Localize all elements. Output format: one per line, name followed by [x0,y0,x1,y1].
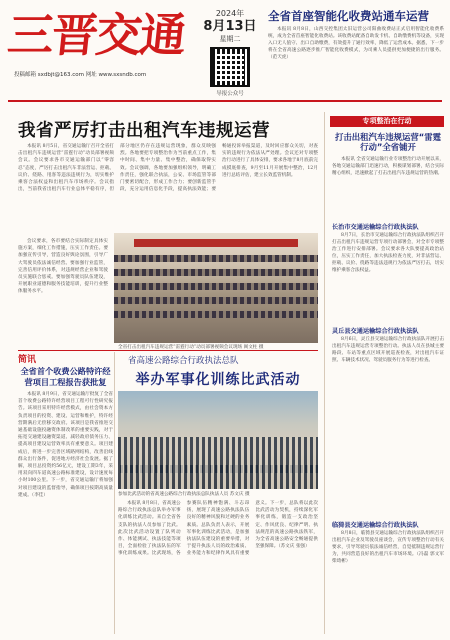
top-right-headline[interactable]: 全省首座智能化收费站通车运营 [268,9,429,23]
exercise-body: 本报讯 8月8日，省高速公路综合行政执法总队举办军事化训练比武活动。来自全省各支队的执法人员参加了比武。此次比武活动设置了队列动作、体能测试、执法技能等项目，全面检验了执法队伍的军事化训练成果。比武现场，各参赛队伍精神饱满、斗志昂扬，展现了高速公路执法队伍良好的精神风貌和过硬的业务素质。总队负责人表示，开展军事化训练比武活动，是加强执法队伍建设的重要举措，对于提升执法人员的政治素质、业务能力和纪律作风具有重要意义。下一步，总队将以此次比武活动为契机，持续深化军事化训练，锻造一支政治坚定、作风优良、纪律严明、执法规范的高速公路执法铁军，为全省高速公路安全畅通提供坚强保障。（苏文庆 张强） [118,501,318,557]
photo-row [118,437,318,489]
sidebar-headline[interactable]: 打击出租汽车违规运营“雷霆行动”全省铺开 [334,132,441,152]
meeting-banner [134,239,298,247]
masthead-divider [8,100,442,102]
exercise-headline[interactable]: 举办军事化训练比武活动 [135,372,301,388]
date-year: 2024年 [215,9,245,18]
date-month-day: 8月13日 [203,19,257,34]
sidebar-section-header: 专项整治在行动 [330,116,444,127]
sidebar-body-lingqiu: 8月6日，灵丘县交通运输综合行政执法队开展打击出租汽车违规运营专项整治行动。执法人员在县城主要路段、车站等重点区域开展巡查检查，对出租汽车证照、车辆技术状况、驾驶员服务行为等进行检查。 [332,337,444,364]
column-divider [324,112,325,634]
qr-label: 导报公众号 [216,91,244,97]
contact-info: 投稿邮箱 sxdbjt@163.com 网址 www.sxsndb.com [14,72,147,78]
photo-row [114,255,318,262]
sidebar-intro: 本报讯 全省交通运输行业专项整治行动开展以来，各地交通运输部门迅速行动，积极谋划部署，结合实际精心组织，迅速掀起了打击出租汽车违规运营的热潮。 [332,157,444,177]
masthead [5,6,198,78]
sidebar-body-linyi: 8月8日，临猗县交通运输综合行政执法队组织召开出租汽车企业及驾驶员座谈会，宣传专项整治行动有关要求，引导驾驶员依法诚信经营，自觉抵制违规运营行为，共同营造良好的出租汽车市场环境。（冯磊 郭文军 柴琦彬） [332,531,444,565]
exercise-subheadline: 省高速公路综合行政执法总队 [128,356,239,366]
qr-code-icon[interactable] [210,47,250,87]
sidebar-subhead-linyi: 临猗县交通运输综合行政执法队 [332,522,419,529]
brief-tag: 简讯 [18,355,37,365]
photo-row [114,297,318,304]
lead-body-continued: 会议要求，各市要结合实际制定具体实施方案，细化工作措施，压实工作责任。要加强宣传引导，营造良好舆论氛围，引导广大驾驶员依法诚信经营。要加强行业监管，完善信用评价体系，对违规经营企业和驾驶员实施联合惩戒。要加强驾驶员队伍建设，开展职业道德和服务技能培训，提升行业整体服务水平。 [18,239,108,295]
meeting-photo-caption: 全省打击出租汽车违规运营“雷霆行动”动员部署视频会议现场 阎文柱 摄 [118,345,264,350]
troops-photo-caption: 参加比武活动的省高速公路综合行政执法总队执法人员 苏文庆 摄 [118,492,250,497]
lead-body: 本报讯 8月5日，省交通运输厅召开全省打击出租汽车违规运营“雷霆行动”动员部署视频会议。会议要求各市交通运输部门以“零容忍”态度，严厉打击出租汽车非法营运、拒载、议价、绕路、甩客等违法违规行为，切实维护乘客合法权益和出租汽车市场秩序。会议指出，当前我省出租汽车行业总体平稳有序，但部分地区仍存在违规运营现象，群众反映强烈。各地要把专项整治作为当前重点工作，集中时间、集中力量、集中整治，确保取得实效。会议强调，各地要加强组织领导，明确工作责任，强化联合执法，公安、市场监管等部门要密切配合，形成工作合力；要创新监管手段，充分运用信息化手段，提高执法效能；要畅通投诉举报渠道，及时回应群众关切，对查实的违规行为依法从严处理。会议还对专项整治行动进行了具体安排，要求各地于8月底前完成摸底排查，9月至11月开展集中整治，12月进行总结评估，建立长效监管机制。 [18,144,318,193]
sidebar-body-changzhi: 8月7日，长治市交通运输综合行政执法队组织召开打击出租汽车违规运营专项行动部署会，对全市专项整治工作进行安排部署。会议要求各大队要提高政治站位，压实工作责任，加大执法检查力度，对非法营运、拒载、议价、绕路等违法违规行为依法严厉打击，切实维护乘客合法权益。 [332,233,444,274]
section-divider [18,350,318,351]
sidebar-subhead-lingqiu: 灵丘县交通运输综合行政执法队 [332,328,419,335]
meeting-photo[interactable] [114,233,318,343]
column-divider [114,352,115,634]
photo-row [114,269,318,276]
troops-photo[interactable] [118,391,318,489]
date-weekday: 星期二 [219,35,241,43]
brief-body: 本报讯 8月9日，省交通运输厅批复了全省首个收费公路特许经营项目工程可行性研究报告。该项目采用特许经营模式，由社会资本方负责项目的投资、建设、运营和维护，特许经营期满后无偿移交政府。该项目是我省推进交通基础设施投融资体制改革的重要实践，对于拓宽交通建设融资渠道、减轻政府债务压力、提高项目建设运营效率具有重要意义。项目建成后，将进一步完善区域路网结构，改善沿线群众出行条件，促进地方经济社会发展。据了解，项目总投资约56亿元，建设工期3年，采用双向四车道高速公路标准建设，设计速度每小时100公里。下一步，省交通运输厅将加强对项目建设的监督指导，确保项目按期高质量建成。（李佳） [18,392,113,498]
top-right-body: 本报讯 8月8日，山西交控集团太旧运营公司阳曲收费站正式启用智能化收费系统，成为全省首座智能化收费站。该收费站配备自助发卡机、自助缴费机等设备，实现入口无人值守、出口自助缴费，有效提升了通行效率，降低了运营成本。据悉，下一步将在全省高速公路逐步推广智能化收费模式，为司乘人员提供更加便捷的出行服务。（范天虎） [268,27,444,61]
brief-headline[interactable]: 全省首个收费公路特许经营项目工程报告获批复 [20,366,111,387]
photo-row [114,311,318,318]
sidebar-subhead-changzhi: 长治市交通运输综合行政执法队 [332,224,419,231]
lead-headline[interactable]: 我省严厉打击出租汽车违规运营 [18,121,270,141]
photo-row [114,283,318,290]
newspaper-title: 三晋交通 [5,8,187,62]
date-box [201,8,259,100]
